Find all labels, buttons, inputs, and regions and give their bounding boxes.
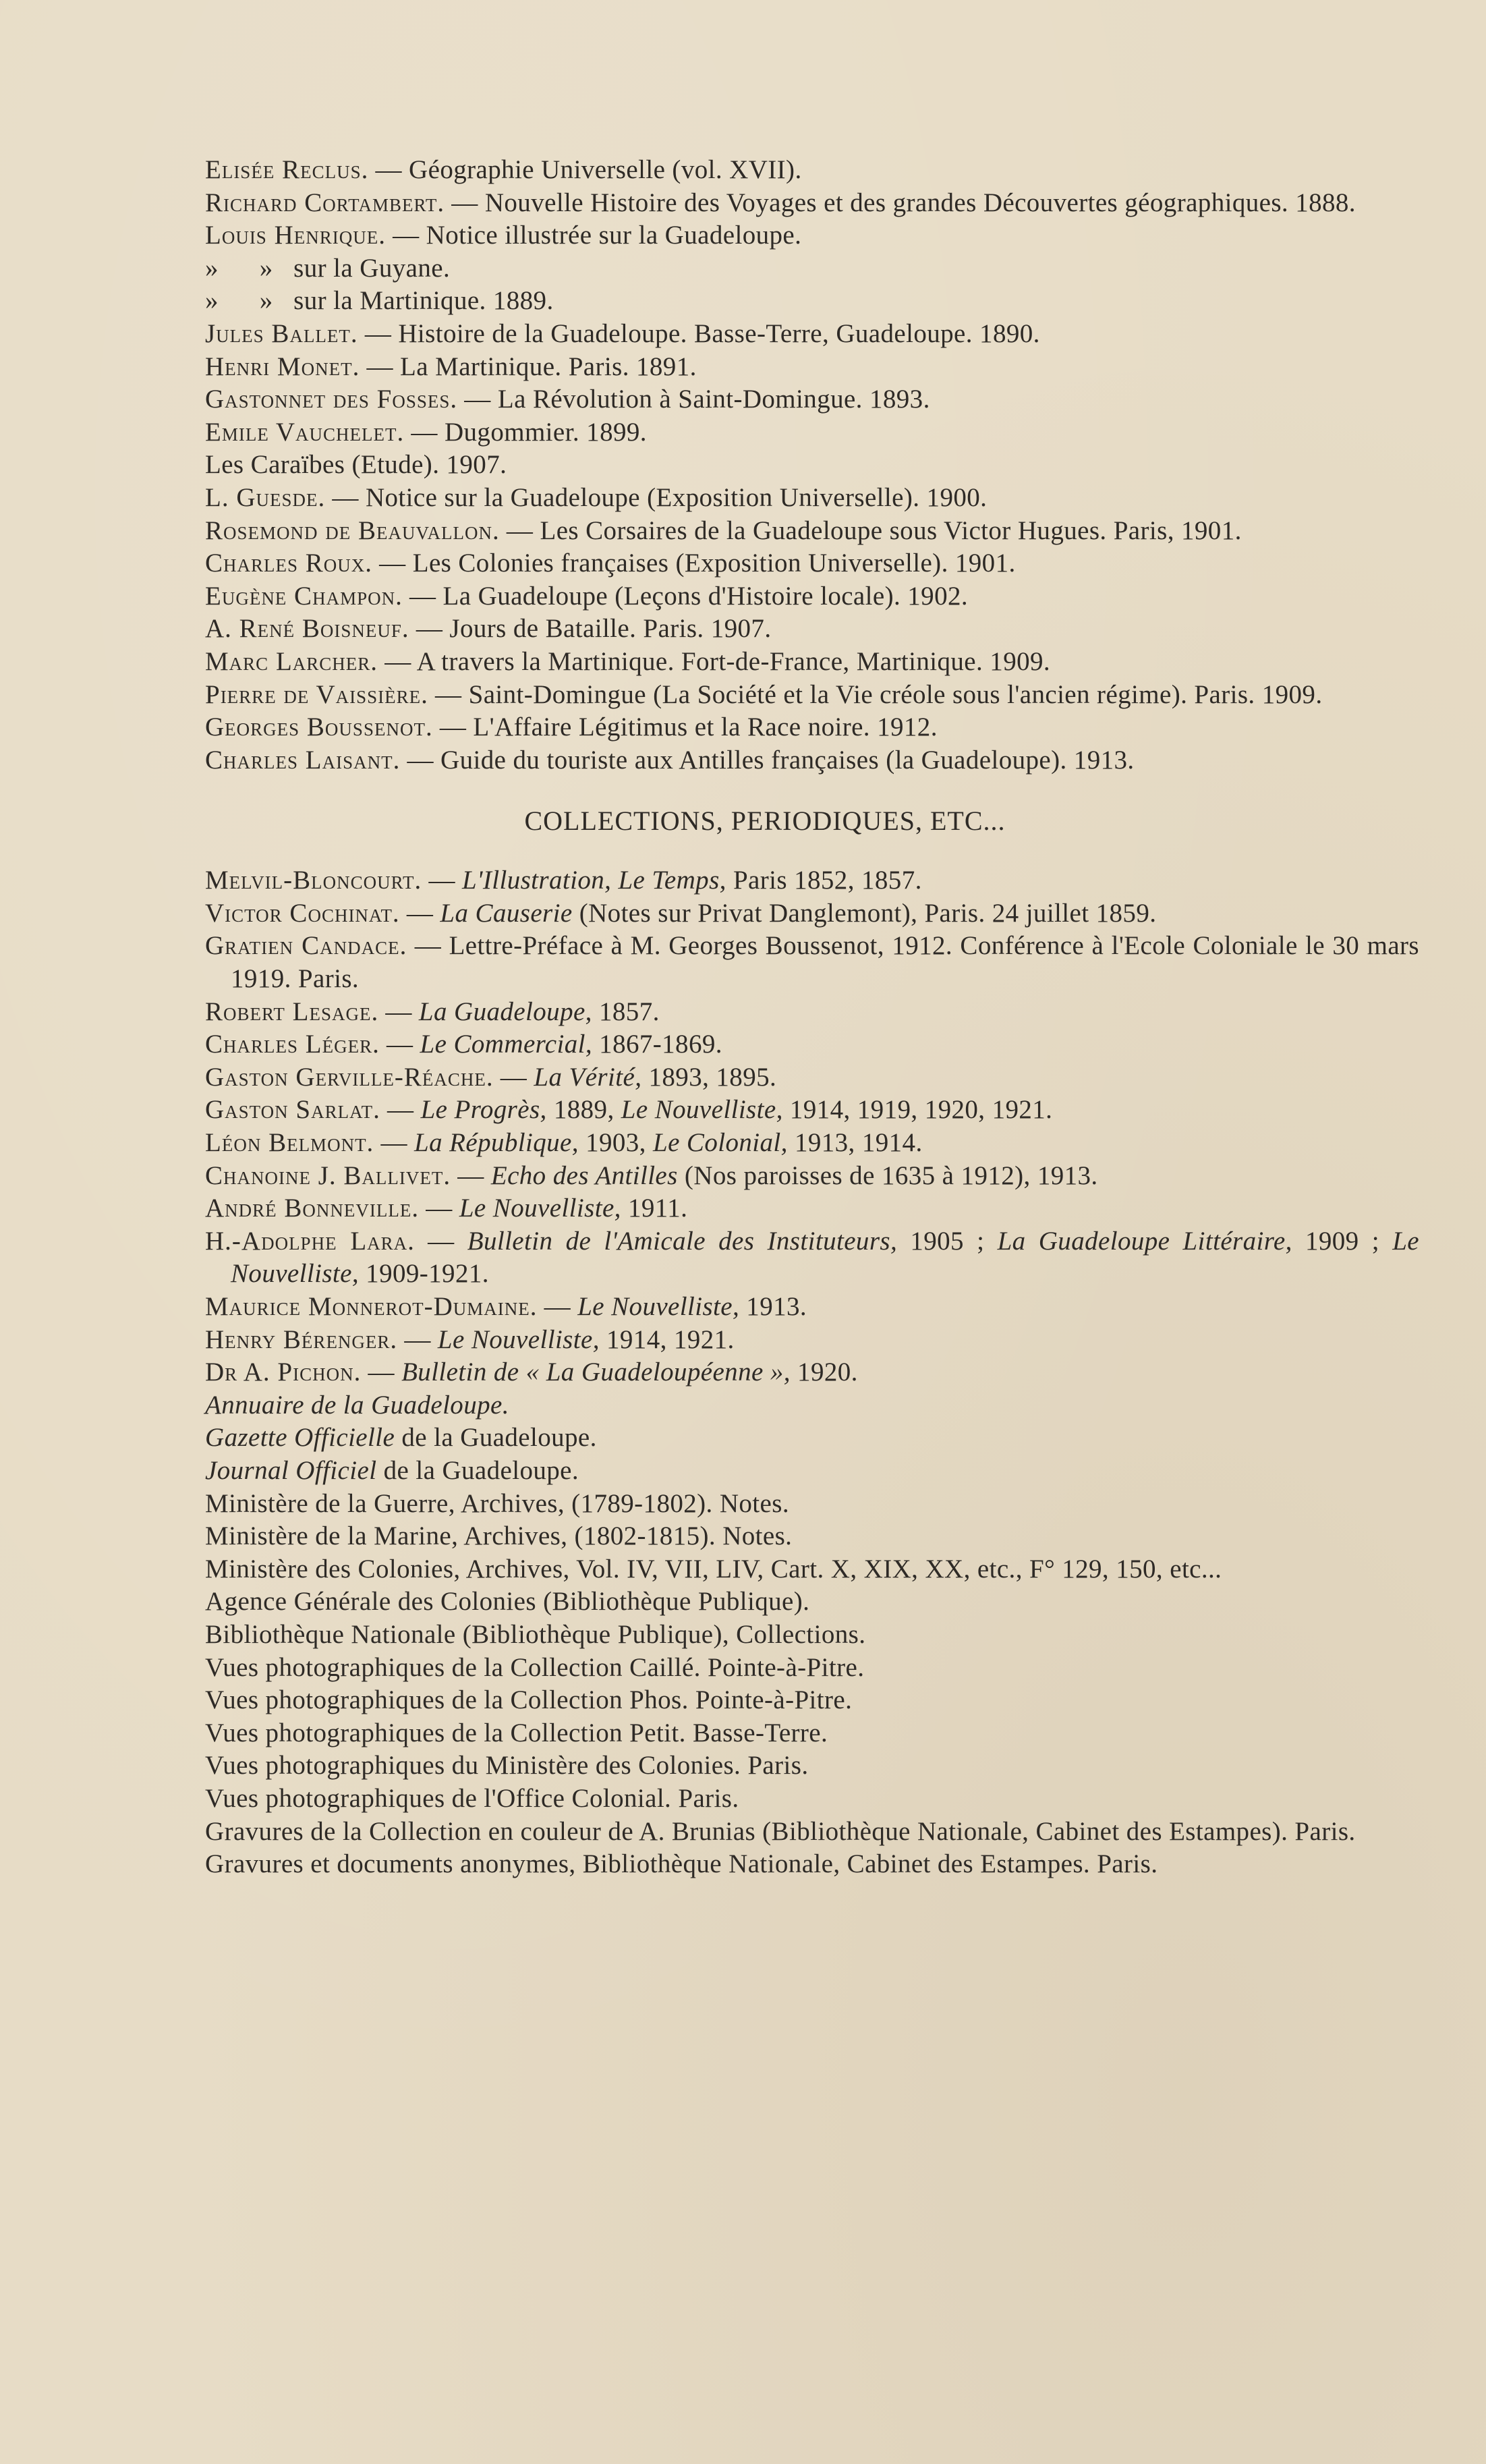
bib-ditto-entry: » » sur la Martinique. 1889. <box>205 286 554 316</box>
entry-text: — Jours de Bataille. Paris. 1907. <box>409 614 772 644</box>
author-name: Gaston Gerville-Réache. <box>205 1062 494 1092</box>
collection-entry <box>205 1028 1419 1061</box>
entry-text: Ministère de la Guerre, Archives, (1789-1802). Notes. <box>205 1488 789 1518</box>
author-name: Maurice Monnerot-Dumaine. <box>205 1292 538 1321</box>
publication-title: Le Nouvelliste, <box>577 1292 740 1321</box>
archive-entry <box>205 1619 1419 1652</box>
entry-text: de la Guadeloupe. <box>376 1455 579 1485</box>
entry-text: (Nos paroisses de 1635 à 1912), 1913. <box>677 1160 1098 1190</box>
archive-entry <box>205 1848 1419 1881</box>
entry-text: Ministère de la Marine, Archives, (1802-1815). Notes. <box>205 1521 793 1551</box>
entry-text: Agence Générale des Colonies (Bibliothèque Publique). <box>205 1587 810 1617</box>
entry-text: (Notes sur Privat Danglemont), Paris. 24 juillet 1859. <box>572 898 1157 928</box>
author-name: L. Guesde. <box>205 482 326 512</box>
publication-title: Bulletin de « La Guadeloupéenne », <box>401 1357 791 1387</box>
bib-entry <box>205 187 1419 220</box>
entry-text: — Notice illustrée sur la Guadeloupe. <box>385 221 802 250</box>
entry-text: 1914, 1919, 1920, 1921. <box>782 1095 1053 1125</box>
archive-entry <box>205 1389 1419 1422</box>
author-name: Eugène Champon. <box>205 581 403 611</box>
bib-entry <box>205 580 1419 613</box>
author-name: Henri Monet. <box>205 352 360 381</box>
archive-entry <box>205 1455 1419 1488</box>
entry-text: — <box>361 1357 402 1387</box>
publication-title: Le Colonial, <box>652 1128 788 1158</box>
publication-title: La République, <box>414 1128 579 1158</box>
entry-text: 1905 ; <box>897 1226 998 1256</box>
bib-entry <box>205 318 1419 351</box>
entry-text: Vues photographiques de l'Office Colonial. Paris. <box>205 1783 739 1813</box>
entry-text: — <box>451 1160 491 1190</box>
entry-text: 1909-1921. <box>359 1259 489 1289</box>
bib-ditto-entry: » » sur la Guyane. <box>205 253 451 283</box>
publication-title: Le Nouvelliste, <box>459 1194 621 1223</box>
entry-text: — <box>378 997 419 1026</box>
author-name: Melvil-Bloncourt. <box>205 866 422 895</box>
entry-text: — Notice sur la Guadeloupe (Exposition Universelle). 1900. <box>325 482 988 512</box>
publication-title: Le Nouvelliste, <box>231 1226 1419 1289</box>
author-name: Richard Cortambert. <box>205 188 445 217</box>
entry-text: 1903, <box>578 1128 653 1158</box>
publication-title: Echo des Antilles <box>490 1160 678 1190</box>
collection-entry <box>205 1094 1419 1127</box>
publication-title: Le Progrès, <box>420 1095 547 1125</box>
page-content <box>205 154 1419 1881</box>
entry-text: — <box>422 866 462 895</box>
author-name: A. René Boisneuf. <box>205 614 409 644</box>
author-name: Emile Vauchelet. <box>205 417 405 447</box>
entry-text: Gravures et documents anonymes, Bibliothèque Nationale, Cabinet des Estampes. Paris. <box>205 1849 1158 1879</box>
archive-entry <box>205 1684 1419 1717</box>
collection-entry <box>205 1127 1419 1160</box>
collection-entry <box>205 1192 1419 1225</box>
collection-entry <box>205 897 1419 930</box>
entry-text: — Lettre-Préface à M. Georges Boussenot, 1912. Conférence à l'Ecole Coloniale le 30 mars 1919. Paris. <box>231 931 1419 994</box>
archive-entry <box>205 1586 1419 1619</box>
entry-text: — A travers la Martinique. Fort-de-France, Martinique. 1909. <box>378 646 1051 676</box>
entry-text: — Les Corsaires de la Guadeloupe sous Victor Hugues. Paris, 1901. <box>499 515 1242 545</box>
bib-entry <box>205 646 1419 679</box>
entry-text: 1913, 1914. <box>787 1128 923 1158</box>
archive-entry <box>205 1488 1419 1521</box>
author-name: Marc Larcher. <box>205 646 378 676</box>
collection-entry <box>205 1160 1419 1193</box>
collection-entry <box>205 996 1419 1029</box>
author-name: Gaston Sarlat. <box>205 1095 380 1125</box>
publication-title: Annuaire de la Guadeloupe. <box>205 1390 509 1420</box>
author-name: Gratien Candace. <box>205 931 407 961</box>
entry-text: Vues photographiques de la Collection Phos. Pointe-à-Pitre. <box>205 1685 853 1715</box>
entry-text: — Histoire de la Guadeloupe. Basse-Terre, Guadeloupe. 1890. <box>358 318 1040 348</box>
entry-text: Vues photographiques de la Collection Petit. Basse-Terre. <box>205 1718 828 1747</box>
bib-entry <box>205 154 1419 187</box>
publication-title: L'Illustration, Le Temps, <box>462 866 726 895</box>
author-name: André Bonneville. <box>205 1194 420 1223</box>
bib-entry <box>205 383 1419 416</box>
author-name: Georges Boussenot. <box>205 712 433 742</box>
bib-entry <box>205 744 1419 777</box>
entry-text: 1893, 1895. <box>641 1062 777 1092</box>
publication-title: Le Nouvelliste, <box>621 1095 783 1125</box>
entry-text: Vues photographiques de la Collection Caillé. Pointe-à-Pitre. <box>205 1652 865 1682</box>
archive-entry <box>205 1816 1419 1849</box>
author-name: Louis Henrique. <box>205 221 386 250</box>
entry-text: 1914, 1921. <box>599 1324 735 1354</box>
entry-text: — Dugommier. 1899. <box>404 417 647 447</box>
publication-title: La Causerie <box>440 898 573 928</box>
author-name: Dr A. Pichon. <box>205 1357 362 1387</box>
entry-text: — Guide du touriste aux Antilles françaises (la Guadeloupe). 1913. <box>400 745 1135 775</box>
author-name: Victor Cochinat. <box>205 898 400 928</box>
publication-title: Le Commercial, <box>420 1030 593 1059</box>
entry-text: — <box>537 1292 578 1321</box>
publication-title: Le Nouvelliste, <box>437 1324 600 1354</box>
entry-text: 1857. <box>592 997 660 1026</box>
author-name: Robert Lesage. <box>205 997 379 1026</box>
collection-entry <box>205 930 1419 995</box>
entry-text: — <box>379 1030 420 1059</box>
entry-text: — <box>419 1194 459 1223</box>
author-name: Charles Laisant. <box>205 745 401 775</box>
author-name: Charles Léger. <box>205 1030 380 1059</box>
collection-entry <box>205 864 1419 897</box>
bib-sub-entry: Les Caraïbes (Etude). 1907. <box>205 450 507 480</box>
entry-text: — <box>397 1324 438 1354</box>
bib-entry <box>205 482 1419 515</box>
archive-entry <box>205 1652 1419 1685</box>
entry-text: 1909 ; <box>1292 1226 1393 1256</box>
author-name: Rosemond de Beauvallon. <box>205 515 500 545</box>
archive-entry <box>205 1520 1419 1553</box>
entry-text: 1889, <box>546 1095 621 1125</box>
collection-entry <box>205 1061 1419 1094</box>
collection-entry <box>205 1324 1419 1357</box>
archive-entry <box>205 1422 1419 1455</box>
archive-entry <box>205 1717 1419 1750</box>
collection-entry <box>205 1225 1419 1291</box>
bibliography-list <box>205 154 1419 777</box>
bib-entry <box>205 416 1419 449</box>
entry-text: Vues photographiques du Ministère des Colonies. Paris. <box>205 1751 809 1781</box>
author-name: Henry Bérenger. <box>205 1324 398 1354</box>
entry-text: de la Guadeloupe. <box>395 1423 597 1453</box>
bib-entry <box>205 515 1419 548</box>
entry-text: — <box>374 1128 415 1158</box>
entry-text: — Géographie Universelle (vol. XVII). <box>368 155 802 184</box>
entry-text: 1913. <box>739 1292 807 1321</box>
bib-entry <box>205 351 1419 384</box>
entry-text: — <box>493 1062 534 1092</box>
author-name: H.-Adolphe Lara. <box>205 1226 415 1256</box>
bib-entry <box>205 679 1419 712</box>
author-name: Jules Ballet. <box>205 318 358 348</box>
entry-text: — La Martinique. Paris. 1891. <box>360 352 697 381</box>
entry-text: — <box>399 898 440 928</box>
bib-entry <box>205 547 1419 580</box>
publication-title: Journal Officiel <box>205 1455 377 1485</box>
entry-text: — La Guadeloupe (Leçons d'Histoire locale). 1902. <box>402 581 969 611</box>
author-name: Léon Belmont. <box>205 1128 374 1158</box>
entry-text: 1867-1869. <box>592 1030 722 1059</box>
collection-entry <box>205 1356 1419 1389</box>
publication-title: La Guadeloupe Littéraire, <box>997 1226 1292 1256</box>
archive-entry <box>205 1553 1419 1586</box>
entry-text: 1911. <box>621 1194 688 1223</box>
author-name: Charles Roux. <box>205 549 373 578</box>
collections-list <box>205 864 1419 1880</box>
entry-text: — Les Colonies françaises (Exposition Universelle). 1901. <box>372 549 1016 578</box>
bib-entry <box>205 613 1419 646</box>
entry-text: — Nouvelle Histoire des Voyages et des grandes Découvertes géographiques. 1888. <box>445 188 1356 217</box>
author-name: Elisée Reclus. <box>205 155 369 184</box>
collections-heading: COLLECTIONS, PERIODIQUES, ETC... <box>524 806 1006 837</box>
collection-entry <box>205 1291 1419 1324</box>
author-name: Chanoine J. Ballivet. <box>205 1160 451 1190</box>
entry-text: — L'Affaire Légitimus et la Race noire. 1912. <box>432 712 938 742</box>
publication-title: La Guadeloupe, <box>418 997 592 1026</box>
author-name: Pierre de Vaissière. <box>205 679 428 709</box>
entry-text: — La Révolution à Saint-Domingue. 1893. <box>457 385 930 414</box>
entry-text: — <box>380 1095 421 1125</box>
entry-text: Paris 1852, 1857. <box>726 866 922 895</box>
entry-text: — <box>414 1226 467 1256</box>
archive-entry <box>205 1783 1419 1816</box>
publication-title: Bulletin de l'Amicale des Instituteurs, <box>467 1226 898 1256</box>
publication-title: La Vérité, <box>534 1062 642 1092</box>
archive-entry <box>205 1749 1419 1783</box>
author-name: Gastonnet des Fosses. <box>205 385 458 414</box>
entry-text: Ministère des Colonies, Archives, Vol. IV, VII, LIV, Cart. X, XIX, XX, etc., F° 129, 150, etc... <box>205 1554 1222 1584</box>
publication-title: Gazette Officielle <box>205 1423 395 1453</box>
entry-text: 1920. <box>790 1357 858 1387</box>
entry-text: — Saint-Domingue (La Société et la Vie créole sous l'ancien régime). Paris. 1909. <box>428 679 1323 709</box>
bib-entry <box>205 711 1419 744</box>
entry-text: Gravures de la Collection en couleur de A. Brunias (Bibliothèque Nationale, Cabinet des Estampes). Paris. <box>205 1816 1356 1846</box>
entry-text: Bibliothèque Nationale (Bibliothèque Publique), Collections. <box>205 1619 866 1649</box>
bib-entry <box>205 219 1419 252</box>
